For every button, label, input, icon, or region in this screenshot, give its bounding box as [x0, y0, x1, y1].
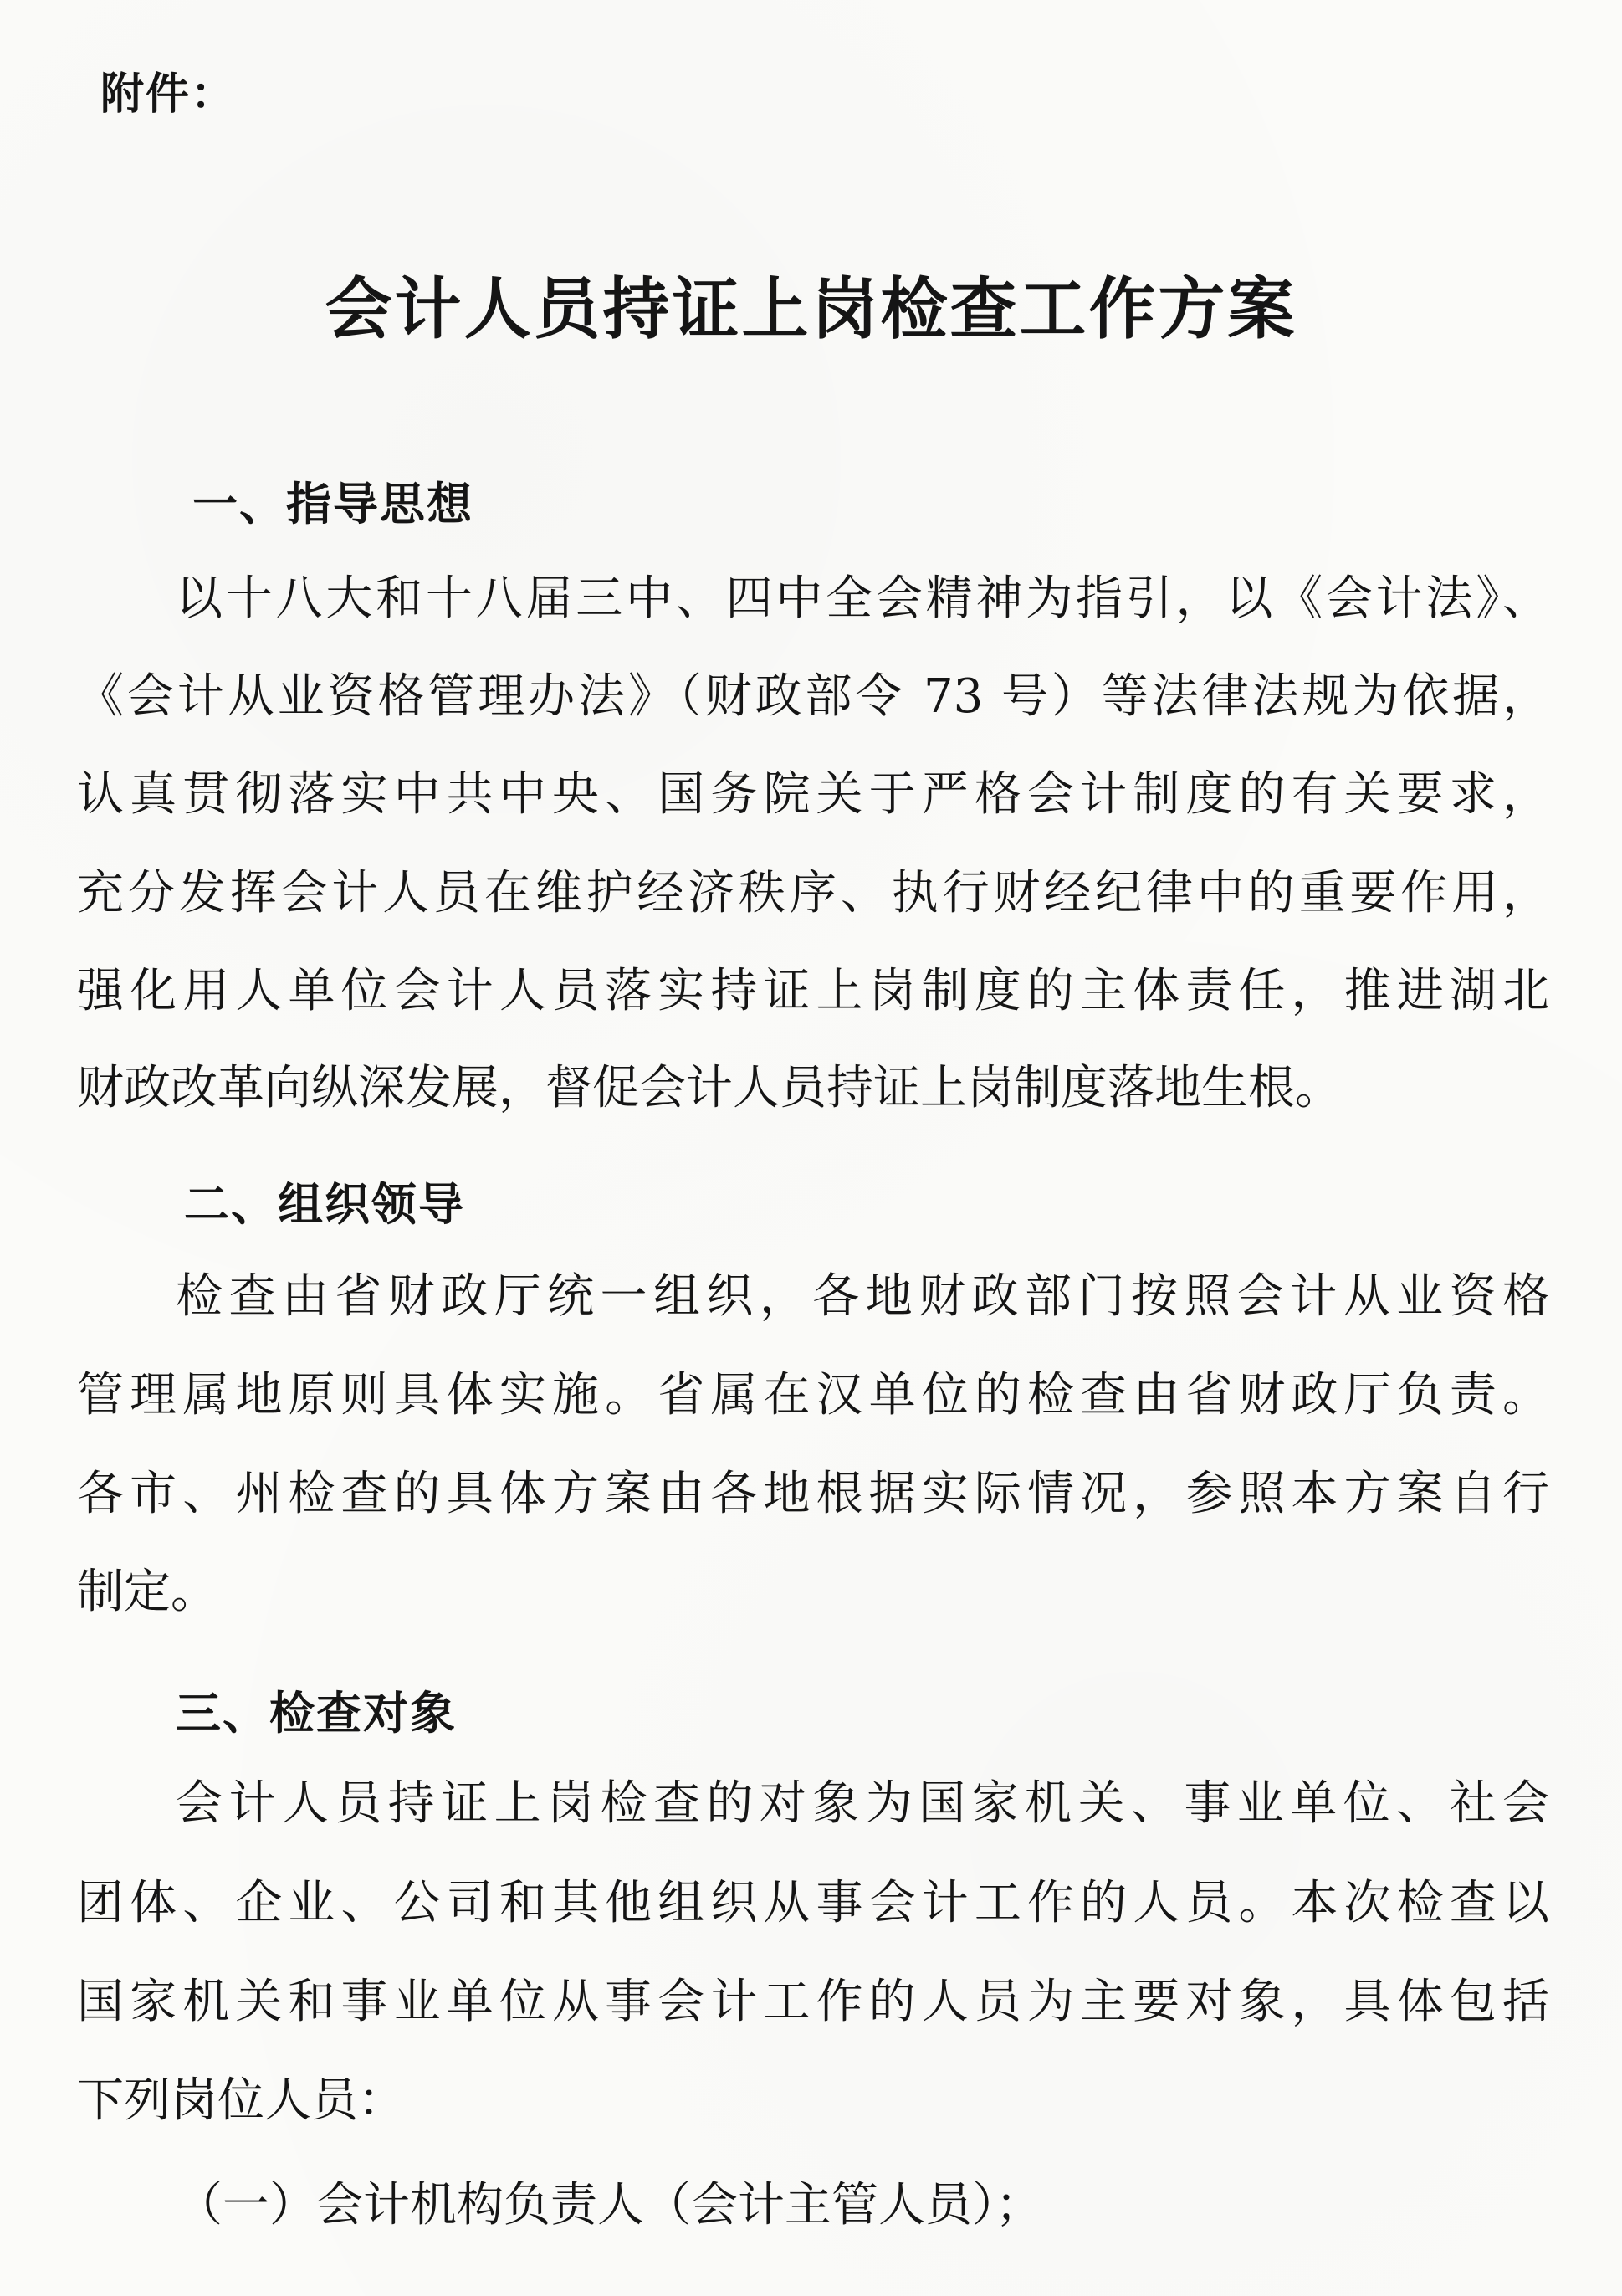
paragraph-line: 充分发挥会计人员在维护经济秩序、执行财经纪律中的重要作用，: [77, 866, 1549, 920]
paragraph-line: 会计人员持证上岗检查的对象为国家机关、事业单位、社会: [176, 1776, 1549, 1831]
list-item: （一）会计机构负责人（会计主管人员）；: [176, 2178, 1042, 2232]
paragraph-line: 国家机关和事业单位从事会计工作的人员为主要对象，具体包括: [77, 1975, 1549, 2029]
paragraph-line: 以十八大和十八届三中、四中全会精神为指引，以《会计法》、: [176, 571, 1549, 626]
paragraph-line: 制定。: [77, 1565, 217, 1619]
paragraph-line: 各市、州检查的具体方案由各地根据实际情况，参照本方案自行: [77, 1467, 1549, 1521]
paragraph-line: 检查由省财政厅统一组织，各地财政部门按照会计从业资格: [176, 1269, 1549, 1324]
paragraph-line: 财政改革向纵深发展，督促会计人员持证上岗制度落地生根。: [77, 1061, 1342, 1115]
paragraph-line: 认真贯彻落实中共中央、国务院关于严格会计制度的有关要求，: [77, 767, 1549, 822]
paragraph-line: 强化用人单位会计人员落实持证上岗制度的主体责任，推进湖北: [77, 964, 1549, 1018]
section-heading-guiding-ideology: 一、指导思想: [192, 478, 473, 530]
attachment-label: 附件：: [100, 69, 237, 120]
document-title: 会计人员持证上岗检查工作方案: [325, 269, 1297, 348]
section-heading-organization: 二、组织领导: [184, 1178, 465, 1231]
paragraph-line: 《会计从业资格管理办法》（财政部令 73 号）等法律法规为依据，: [77, 669, 1549, 724]
paragraph-line: 下列岗位人员：: [77, 2073, 405, 2128]
paragraph-line: 管理属地原则具体实施。省属在汉单位的检查由省财政厅负责。: [77, 1368, 1549, 1422]
paragraph-line: 团体、企业、公司和其他组织从事会计工作的人员。本次检查以: [77, 1876, 1549, 1930]
section-heading-inspection-targets: 三、检查对象: [176, 1687, 457, 1740]
